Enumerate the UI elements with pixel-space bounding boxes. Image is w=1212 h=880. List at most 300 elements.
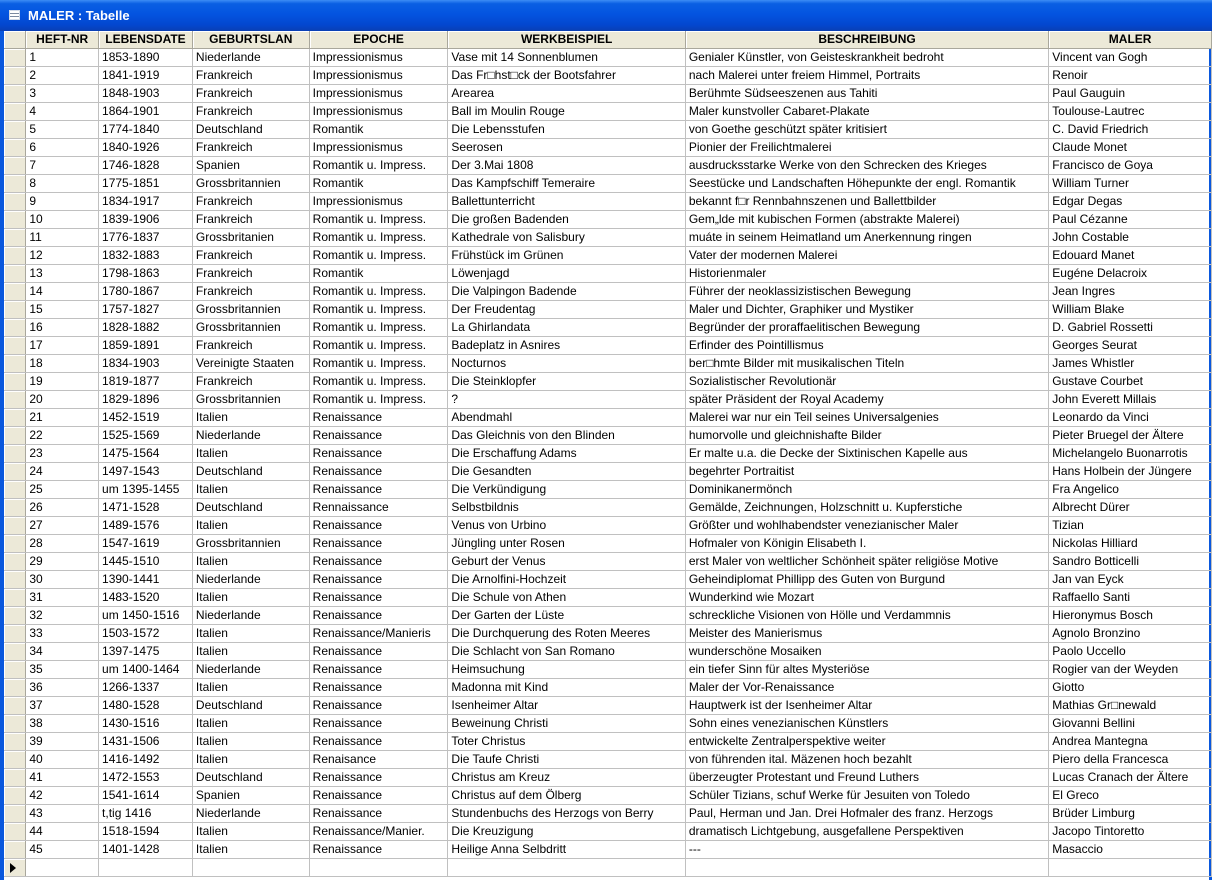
cell-epoche[interactable]: Renaissance — [309, 535, 448, 553]
cell-lebensdaten[interactable]: 1840-1926 — [99, 139, 193, 157]
cell-geburtsland[interactable]: Frankreich — [192, 265, 309, 283]
record-selector[interactable] — [4, 301, 26, 319]
cell-beschreibung[interactable]: Maler der Vor-Renaissance — [685, 679, 1048, 697]
cell-lebensdaten[interactable]: 1798-1863 — [99, 265, 193, 283]
cell-lebensdaten[interactable]: 1848-1903 — [99, 85, 193, 103]
cell-lebensdaten[interactable]: 1834-1917 — [99, 193, 193, 211]
cell-lebensdaten[interactable]: 1397-1475 — [99, 643, 193, 661]
cell-epoche[interactable]: Renaissance — [309, 643, 448, 661]
cell-lebensdaten[interactable]: 1819-1877 — [99, 373, 193, 391]
cell-heft-nr[interactable]: 9 — [26, 193, 99, 211]
record-selector[interactable] — [4, 517, 26, 535]
cell-maler[interactable]: Paul Gauguin — [1049, 85, 1212, 103]
cell-geburtsland[interactable]: Deutschland — [192, 697, 309, 715]
cell-heft-nr[interactable]: 40 — [26, 751, 99, 769]
cell-heft-nr[interactable]: 10 — [26, 211, 99, 229]
cell-werkbeispiel[interactable]: Das Kampfschiff Temeraire — [448, 175, 685, 193]
cell-werkbeispiel[interactable]: Badeplatz in Asnires — [448, 337, 685, 355]
cell-lebensdaten[interactable]: 1480-1528 — [99, 697, 193, 715]
record-selector[interactable] — [4, 85, 26, 103]
cell-werkbeispiel[interactable]: Selbstbildnis — [448, 499, 685, 517]
cell-heft-nr[interactable]: 44 — [26, 823, 99, 841]
cell-geburtsland[interactable]: Italien — [192, 445, 309, 463]
cell-beschreibung[interactable]: Führer der neoklassizistischen Bewegung — [685, 283, 1048, 301]
cell-heft-nr[interactable]: 23 — [26, 445, 99, 463]
cell-heft-nr[interactable]: 45 — [26, 841, 99, 859]
column-header-beschreibung[interactable]: BESCHREIBUNG — [685, 31, 1048, 49]
new-cell-werkbeispiel[interactable] — [448, 859, 685, 877]
cell-werkbeispiel[interactable]: Die Taufe Christi — [448, 751, 685, 769]
cell-werkbeispiel[interactable]: Ball im Moulin Rouge — [448, 103, 685, 121]
cell-beschreibung[interactable]: Sozialistischer Revolutionär — [685, 373, 1048, 391]
title-bar[interactable] — [0, 0, 1212, 31]
cell-heft-nr[interactable]: 27 — [26, 517, 99, 535]
cell-geburtsland[interactable]: Niederlande — [192, 49, 309, 67]
cell-maler[interactable]: John Everett Millais — [1049, 391, 1212, 409]
cell-lebensdaten[interactable]: 1503-1572 — [99, 625, 193, 643]
cell-werkbeispiel[interactable]: Isenheimer Altar — [448, 697, 685, 715]
cell-lebensdaten[interactable]: 1518-1594 — [99, 823, 193, 841]
cell-heft-nr[interactable]: 36 — [26, 679, 99, 697]
record-selector[interactable] — [4, 103, 26, 121]
cell-geburtsland[interactable]: Deutschland — [192, 121, 309, 139]
new-record-row[interactable] — [4, 859, 1212, 877]
cell-maler[interactable]: Andrea Mantegna — [1049, 733, 1212, 751]
cell-werkbeispiel[interactable]: Abendmahl — [448, 409, 685, 427]
cell-geburtsland[interactable]: Frankreich — [192, 103, 309, 121]
cell-epoche[interactable]: Renaissance — [309, 661, 448, 679]
cell-lebensdaten[interactable]: 1483-1520 — [99, 589, 193, 607]
cell-lebensdaten[interactable]: um 1395-1455 — [99, 481, 193, 499]
cell-lebensdaten[interactable]: 1841-1919 — [99, 67, 193, 85]
record-selector[interactable] — [4, 553, 26, 571]
record-selector[interactable] — [4, 499, 26, 517]
cell-beschreibung[interactable]: ein tiefer Sinn für altes Mysteriöse — [685, 661, 1048, 679]
cell-beschreibung[interactable]: Maler und Dichter, Graphiker und Mystiker — [685, 301, 1048, 319]
cell-heft-nr[interactable]: 30 — [26, 571, 99, 589]
cell-epoche[interactable]: Renaissance — [309, 481, 448, 499]
cell-geburtsland[interactable]: Italien — [192, 643, 309, 661]
cell-heft-nr[interactable]: 37 — [26, 697, 99, 715]
cell-maler[interactable]: C. David Friedrich — [1049, 121, 1212, 139]
cell-maler[interactable]: Leonardo da Vinci — [1049, 409, 1212, 427]
cell-heft-nr[interactable]: 18 — [26, 355, 99, 373]
cell-beschreibung[interactable]: Vater der modernen Malerei — [685, 247, 1048, 265]
cell-beschreibung[interactable]: Hauptwerk ist der Isenheimer Altar — [685, 697, 1048, 715]
record-selector[interactable] — [4, 229, 26, 247]
select-all-corner[interactable] — [4, 31, 26, 49]
cell-werkbeispiel[interactable]: Die Steinklopfer — [448, 373, 685, 391]
cell-werkbeispiel[interactable]: Die Schlacht von San Romano — [448, 643, 685, 661]
cell-werkbeispiel[interactable]: Die Durchquerung des Roten Meeres — [448, 625, 685, 643]
cell-beschreibung[interactable]: Er malte u.a. die Decke der Sixtinischen Kapelle aus — [685, 445, 1048, 463]
cell-maler[interactable]: Jacopo Tintoretto — [1049, 823, 1212, 841]
cell-epoche[interactable]: Renaissance — [309, 607, 448, 625]
cell-beschreibung[interactable]: Paul, Herman und Jan. Drei Hofmaler des franz. Herzogs — [685, 805, 1048, 823]
cell-heft-nr[interactable]: 34 — [26, 643, 99, 661]
record-selector[interactable] — [4, 121, 26, 139]
cell-werkbeispiel[interactable]: Kathedrale von Salisbury — [448, 229, 685, 247]
cell-lebensdaten[interactable]: 1864-1901 — [99, 103, 193, 121]
cell-epoche[interactable]: Romantik u. Impress. — [309, 247, 448, 265]
cell-werkbeispiel[interactable]: Beweinung Christi — [448, 715, 685, 733]
cell-beschreibung[interactable]: Gem„lde mit kubischen Formen (abstrakte Malerei) — [685, 211, 1048, 229]
cell-heft-nr[interactable]: 5 — [26, 121, 99, 139]
cell-heft-nr[interactable]: 11 — [26, 229, 99, 247]
cell-werkbeispiel[interactable]: Toter Christus — [448, 733, 685, 751]
cell-epoche[interactable]: Impressionismus — [309, 193, 448, 211]
cell-maler[interactable]: Giotto — [1049, 679, 1212, 697]
cell-werkbeispiel[interactable]: Das Gleichnis von den Blinden — [448, 427, 685, 445]
cell-geburtsland[interactable]: Frankreich — [192, 337, 309, 355]
cell-lebensdaten[interactable]: 1416-1492 — [99, 751, 193, 769]
cell-maler[interactable]: Tizian — [1049, 517, 1212, 535]
cell-geburtsland[interactable]: Niederlande — [192, 607, 309, 625]
cell-werkbeispiel[interactable]: Stundenbuchs des Herzogs von Berry — [448, 805, 685, 823]
record-selector[interactable] — [4, 175, 26, 193]
cell-geburtsland[interactable]: Niederlande — [192, 427, 309, 445]
cell-lebensdaten[interactable]: 1525-1569 — [99, 427, 193, 445]
cell-epoche[interactable]: Renaissance — [309, 841, 448, 859]
cell-epoche[interactable]: Impressionismus — [309, 67, 448, 85]
cell-lebensdaten[interactable]: 1757-1827 — [99, 301, 193, 319]
cell-maler[interactable]: James Whistler — [1049, 355, 1212, 373]
cell-geburtsland[interactable]: Vereinigte Staaten — [192, 355, 309, 373]
cell-beschreibung[interactable]: erst Maler von weltlicher Schönheit später religiöse Motive — [685, 553, 1048, 571]
cell-beschreibung[interactable]: Seestücke und Landschaften Höhepunkte der engl. Romantik — [685, 175, 1048, 193]
cell-lebensdaten[interactable]: 1401-1428 — [99, 841, 193, 859]
cell-geburtsland[interactable]: Italien — [192, 733, 309, 751]
cell-geburtsland[interactable]: Grossbritannien — [192, 319, 309, 337]
cell-heft-nr[interactable]: 39 — [26, 733, 99, 751]
cell-beschreibung[interactable]: Genialer Künstler, von Geisteskrankheit bedroht — [685, 49, 1048, 67]
cell-werkbeispiel[interactable]: Vase mit 14 Sonnenblumen — [448, 49, 685, 67]
cell-epoche[interactable]: Romantik u. Impress. — [309, 211, 448, 229]
cell-heft-nr[interactable]: 32 — [26, 607, 99, 625]
cell-werkbeispiel[interactable]: Die Verkündigung — [448, 481, 685, 499]
cell-maler[interactable]: Lucas Cranach der Ältere — [1049, 769, 1212, 787]
record-selector[interactable] — [4, 319, 26, 337]
cell-maler[interactable]: Eugéne Delacroix — [1049, 265, 1212, 283]
cell-geburtsland[interactable]: Deutschland — [192, 499, 309, 517]
cell-geburtsland[interactable]: Frankreich — [192, 193, 309, 211]
cell-epoche[interactable]: Renaissance — [309, 571, 448, 589]
cell-epoche[interactable]: Romantik — [309, 265, 448, 283]
cell-lebensdaten[interactable]: 1452-1519 — [99, 409, 193, 427]
cell-geburtsland[interactable]: Niederlande — [192, 661, 309, 679]
record-selector[interactable] — [4, 265, 26, 283]
record-selector[interactable] — [4, 733, 26, 751]
cell-epoche[interactable]: Romantik u. Impress. — [309, 229, 448, 247]
cell-heft-nr[interactable]: 21 — [26, 409, 99, 427]
cell-maler[interactable]: Fra Angelico — [1049, 481, 1212, 499]
record-selector[interactable] — [4, 337, 26, 355]
cell-werkbeispiel[interactable]: Die Schule von Athen — [448, 589, 685, 607]
cell-epoche[interactable]: Renaissance — [309, 715, 448, 733]
cell-epoche[interactable]: Rennaissance — [309, 499, 448, 517]
record-selector[interactable] — [4, 841, 26, 859]
cell-maler[interactable]: Michelangelo Buonarrotis — [1049, 445, 1212, 463]
cell-epoche[interactable]: Renaissance/Manier. — [309, 823, 448, 841]
record-selector[interactable] — [4, 787, 26, 805]
cell-geburtsland[interactable]: Italien — [192, 679, 309, 697]
cell-lebensdaten[interactable]: 1774-1840 — [99, 121, 193, 139]
cell-beschreibung[interactable]: Gemälde, Zeichnungen, Holzschnitt u. Kupferstiche — [685, 499, 1048, 517]
cell-epoche[interactable]: Romantik — [309, 121, 448, 139]
cell-maler[interactable]: Edouard Manet — [1049, 247, 1212, 265]
cell-geburtsland[interactable]: Italien — [192, 481, 309, 499]
cell-epoche[interactable]: Impressionismus — [309, 103, 448, 121]
cell-maler[interactable]: Toulouse-Lautrec — [1049, 103, 1212, 121]
new-cell-epoche[interactable] — [309, 859, 448, 877]
cell-beschreibung[interactable]: Geheindiplomat Phillipp des Guten von Burgund — [685, 571, 1048, 589]
cell-epoche[interactable]: Renaissance — [309, 787, 448, 805]
cell-werkbeispiel[interactable]: Heilige Anna Selbdritt — [448, 841, 685, 859]
record-selector[interactable] — [4, 373, 26, 391]
cell-epoche[interactable]: Impressionismus — [309, 49, 448, 67]
cell-lebensdaten[interactable]: 1829-1896 — [99, 391, 193, 409]
cell-geburtsland[interactable]: Grossbritannien — [192, 301, 309, 319]
cell-epoche[interactable]: Renaissance — [309, 697, 448, 715]
column-header-werkbeispiel[interactable]: WERKBEISPIEL — [448, 31, 685, 49]
cell-werkbeispiel[interactable]: Arearea — [448, 85, 685, 103]
cell-epoche[interactable]: Romantik u. Impress. — [309, 355, 448, 373]
cell-geburtsland[interactable]: Italien — [192, 715, 309, 733]
cell-heft-nr[interactable]: 24 — [26, 463, 99, 481]
record-selector[interactable] — [4, 481, 26, 499]
cell-geburtsland[interactable]: Spanien — [192, 787, 309, 805]
record-selector[interactable] — [4, 463, 26, 481]
cell-beschreibung[interactable]: dramatisch Lichtgebung, ausgefallene Perspektiven — [685, 823, 1048, 841]
cell-maler[interactable]: Edgar Degas — [1049, 193, 1212, 211]
cell-geburtsland[interactable]: Italien — [192, 553, 309, 571]
cell-epoche[interactable]: Renaisance — [309, 751, 448, 769]
cell-werkbeispiel[interactable]: Venus von Urbino — [448, 517, 685, 535]
cell-beschreibung[interactable]: von führenden ital. Mäzenen hoch bezahlt — [685, 751, 1048, 769]
cell-maler[interactable]: Georges Seurat — [1049, 337, 1212, 355]
record-selector[interactable] — [4, 697, 26, 715]
cell-beschreibung[interactable]: entwickelte Zentralperspektive weiter — [685, 733, 1048, 751]
cell-lebensdaten[interactable]: 1832-1883 — [99, 247, 193, 265]
cell-heft-nr[interactable]: 7 — [26, 157, 99, 175]
cell-heft-nr[interactable]: 15 — [26, 301, 99, 319]
cell-werkbeispiel[interactable]: Die Arnolfini-Hochzeit — [448, 571, 685, 589]
cell-heft-nr[interactable]: 19 — [26, 373, 99, 391]
column-header-lebensdaten[interactable]: LEBENSDATE — [99, 31, 193, 49]
cell-heft-nr[interactable]: 14 — [26, 283, 99, 301]
cell-epoche[interactable]: Renaissance — [309, 589, 448, 607]
record-selector[interactable] — [4, 769, 26, 787]
cell-epoche[interactable]: Renaissance — [309, 679, 448, 697]
cell-maler[interactable]: John Costable — [1049, 229, 1212, 247]
cell-beschreibung[interactable]: bekannt f□r Rennbahnszenen und Ballettbilder — [685, 193, 1048, 211]
cell-maler[interactable]: Agnolo Bronzino — [1049, 625, 1212, 643]
cell-maler[interactable]: Nickolas Hilliard — [1049, 535, 1212, 553]
cell-epoche[interactable]: Renaissance — [309, 445, 448, 463]
cell-heft-nr[interactable]: 12 — [26, 247, 99, 265]
cell-geburtsland[interactable]: Spanien — [192, 157, 309, 175]
cell-lebensdaten[interactable]: 1828-1882 — [99, 319, 193, 337]
record-selector[interactable] — [4, 571, 26, 589]
cell-lebensdaten[interactable]: 1780-1867 — [99, 283, 193, 301]
cell-geburtsland[interactable]: Italien — [192, 409, 309, 427]
cell-werkbeispiel[interactable]: Seerosen — [448, 139, 685, 157]
record-selector[interactable] — [4, 625, 26, 643]
cell-lebensdaten[interactable]: 1775-1851 — [99, 175, 193, 193]
cell-maler[interactable]: Paul Cézanne — [1049, 211, 1212, 229]
cell-beschreibung[interactable]: überzeugter Protestant und Freund Luthers — [685, 769, 1048, 787]
cell-werkbeispiel[interactable]: Löwenjagd — [448, 265, 685, 283]
cell-werkbeispiel[interactable]: La Ghirlandata — [448, 319, 685, 337]
column-header-heft-nr[interactable]: HEFT-NR — [26, 31, 99, 49]
record-selector[interactable] — [4, 157, 26, 175]
cell-werkbeispiel[interactable]: Der Freudentag — [448, 301, 685, 319]
new-cell-maler[interactable] — [1049, 859, 1212, 877]
new-cell-geburtsland[interactable] — [192, 859, 309, 877]
cell-beschreibung[interactable]: von Goethe geschützt später kritisiert — [685, 121, 1048, 139]
cell-geburtsland[interactable]: Italien — [192, 823, 309, 841]
cell-werkbeispiel[interactable]: Christus am Kreuz — [448, 769, 685, 787]
cell-beschreibung[interactable]: schreckliche Visionen von Hölle und Verdammnis — [685, 607, 1048, 625]
record-selector[interactable] — [4, 139, 26, 157]
cell-lebensdaten[interactable]: 1746-1828 — [99, 157, 193, 175]
cell-beschreibung[interactable]: Berühmte Südseeszenen aus Tahiti — [685, 85, 1048, 103]
cell-werkbeispiel[interactable]: Frühstück im Grünen — [448, 247, 685, 265]
cell-epoche[interactable]: Romantik u. Impress. — [309, 391, 448, 409]
cell-beschreibung[interactable]: später Präsident der Royal Academy — [685, 391, 1048, 409]
cell-heft-nr[interactable]: 8 — [26, 175, 99, 193]
cell-maler[interactable]: Rogier van der Weyden — [1049, 661, 1212, 679]
cell-heft-nr[interactable]: 17 — [26, 337, 99, 355]
cell-epoche[interactable]: Renaissance — [309, 733, 448, 751]
record-selector[interactable] — [4, 283, 26, 301]
cell-maler[interactable]: Pieter Bruegel der Ältere — [1049, 427, 1212, 445]
cell-maler[interactable]: Hieronymus Bosch — [1049, 607, 1212, 625]
cell-maler[interactable]: Vincent van Gogh — [1049, 49, 1212, 67]
record-selector[interactable] — [4, 409, 26, 427]
record-selector[interactable] — [4, 589, 26, 607]
cell-beschreibung[interactable]: Historienmaler — [685, 265, 1048, 283]
cell-heft-nr[interactable]: 31 — [26, 589, 99, 607]
record-selector[interactable] — [4, 661, 26, 679]
cell-maler[interactable]: Mathias Gr□newald — [1049, 697, 1212, 715]
cell-werkbeispiel[interactable]: Die Lebensstufen — [448, 121, 685, 139]
cell-werkbeispiel[interactable]: Nocturnos — [448, 355, 685, 373]
cell-maler[interactable]: William Blake — [1049, 301, 1212, 319]
cell-heft-nr[interactable]: 2 — [26, 67, 99, 85]
cell-maler[interactable]: Gustave Courbet — [1049, 373, 1212, 391]
cell-beschreibung[interactable]: Wunderkind wie Mozart — [685, 589, 1048, 607]
cell-lebensdaten[interactable]: 1489-1576 — [99, 517, 193, 535]
cell-geburtsland[interactable]: Frankreich — [192, 85, 309, 103]
cell-geburtsland[interactable]: Frankreich — [192, 211, 309, 229]
cell-heft-nr[interactable]: 41 — [26, 769, 99, 787]
cell-beschreibung[interactable]: Sohn eines venezianischen Künstlers — [685, 715, 1048, 733]
cell-epoche[interactable]: Renaissance — [309, 553, 448, 571]
cell-lebensdaten[interactable]: 1853-1890 — [99, 49, 193, 67]
cell-epoche[interactable]: Impressionismus — [309, 85, 448, 103]
cell-werkbeispiel[interactable]: Die Valpingon Badende — [448, 283, 685, 301]
cell-beschreibung[interactable]: Hofmaler von Königin Elisabeth I. — [685, 535, 1048, 553]
cell-beschreibung[interactable]: humorvolle und gleichnishafte Bilder — [685, 427, 1048, 445]
cell-werkbeispiel[interactable]: Christus auf dem Ölberg — [448, 787, 685, 805]
record-selector[interactable] — [4, 247, 26, 265]
cell-heft-nr[interactable]: 13 — [26, 265, 99, 283]
column-header-geburtsland[interactable]: GEBURTSLAN — [192, 31, 309, 49]
cell-geburtsland[interactable]: Niederlande — [192, 571, 309, 589]
cell-lebensdaten[interactable]: 1445-1510 — [99, 553, 193, 571]
cell-lebensdaten[interactable]: 1266-1337 — [99, 679, 193, 697]
cell-werkbeispiel[interactable]: ? — [448, 391, 685, 409]
cell-lebensdaten[interactable]: um 1400-1464 — [99, 661, 193, 679]
cell-maler[interactable]: Hans Holbein der Jüngere — [1049, 463, 1212, 481]
cell-werkbeispiel[interactable]: Ballettunterricht — [448, 193, 685, 211]
cell-lebensdaten[interactable]: 1497-1543 — [99, 463, 193, 481]
cell-geburtsland[interactable]: Italien — [192, 841, 309, 859]
cell-beschreibung[interactable]: begehrter Portraitist — [685, 463, 1048, 481]
new-cell-beschreibung[interactable] — [685, 859, 1048, 877]
record-selector[interactable] — [4, 643, 26, 661]
record-selector[interactable] — [4, 679, 26, 697]
cell-heft-nr[interactable]: 42 — [26, 787, 99, 805]
record-selector[interactable] — [4, 355, 26, 373]
cell-beschreibung[interactable]: --- — [685, 841, 1048, 859]
cell-maler[interactable]: William Turner — [1049, 175, 1212, 193]
cell-werkbeispiel[interactable]: Jüngling unter Rosen — [448, 535, 685, 553]
cell-geburtsland[interactable]: Grossbritanien — [192, 229, 309, 247]
cell-epoche[interactable]: Renaissance — [309, 769, 448, 787]
cell-geburtsland[interactable]: Frankreich — [192, 373, 309, 391]
cell-beschreibung[interactable]: muáte in seinem Heimatland um Anerkennung ringen — [685, 229, 1048, 247]
cell-lebensdaten[interactable]: um 1450-1516 — [99, 607, 193, 625]
cell-werkbeispiel[interactable]: Madonna mit Kind — [448, 679, 685, 697]
cell-werkbeispiel[interactable]: Die Erschaffung Adams — [448, 445, 685, 463]
cell-geburtsland[interactable]: Deutschland — [192, 463, 309, 481]
cell-geburtsland[interactable]: Grossbritannien — [192, 175, 309, 193]
cell-epoche[interactable]: Romantik u. Impress. — [309, 373, 448, 391]
cell-maler[interactable]: Brüder Limburg — [1049, 805, 1212, 823]
cell-geburtsland[interactable]: Italien — [192, 625, 309, 643]
cell-geburtsland[interactable]: Italien — [192, 589, 309, 607]
cell-maler[interactable]: Renoir — [1049, 67, 1212, 85]
record-selector[interactable] — [4, 805, 26, 823]
record-selector[interactable] — [4, 391, 26, 409]
cell-heft-nr[interactable]: 29 — [26, 553, 99, 571]
column-header-epoche[interactable]: EPOCHE — [309, 31, 448, 49]
cell-lebensdaten[interactable]: 1472-1553 — [99, 769, 193, 787]
cell-beschreibung[interactable]: Begründer der proraffaelitischen Bewegung — [685, 319, 1048, 337]
cell-werkbeispiel[interactable]: Der Garten der Lüste — [448, 607, 685, 625]
cell-epoche[interactable]: Romantik u. Impress. — [309, 301, 448, 319]
cell-lebensdaten[interactable]: 1834-1903 — [99, 355, 193, 373]
new-record-selector[interactable] — [4, 859, 26, 877]
cell-beschreibung[interactable]: Malerei war nur ein Teil seines Universalgenies — [685, 409, 1048, 427]
cell-beschreibung[interactable]: ausdrucksstarke Werke von den Schrecken des Krieges — [685, 157, 1048, 175]
record-selector[interactable] — [4, 427, 26, 445]
cell-epoche[interactable]: Renaissance — [309, 463, 448, 481]
cell-lebensdaten[interactable]: 1390-1441 — [99, 571, 193, 589]
cell-beschreibung[interactable]: Maler kunstvoller Cabaret-Plakate — [685, 103, 1048, 121]
cell-maler[interactable]: Paolo Uccello — [1049, 643, 1212, 661]
cell-heft-nr[interactable]: 3 — [26, 85, 99, 103]
cell-werkbeispiel[interactable]: Das Fr□hst□ck der Bootsfahrer — [448, 67, 685, 85]
cell-heft-nr[interactable]: 16 — [26, 319, 99, 337]
cell-lebensdaten[interactable]: 1430-1516 — [99, 715, 193, 733]
cell-heft-nr[interactable]: 38 — [26, 715, 99, 733]
cell-lebensdaten[interactable]: 1431-1506 — [99, 733, 193, 751]
cell-beschreibung[interactable]: Dominikanermönch — [685, 481, 1048, 499]
cell-geburtsland[interactable]: Niederlande — [192, 805, 309, 823]
